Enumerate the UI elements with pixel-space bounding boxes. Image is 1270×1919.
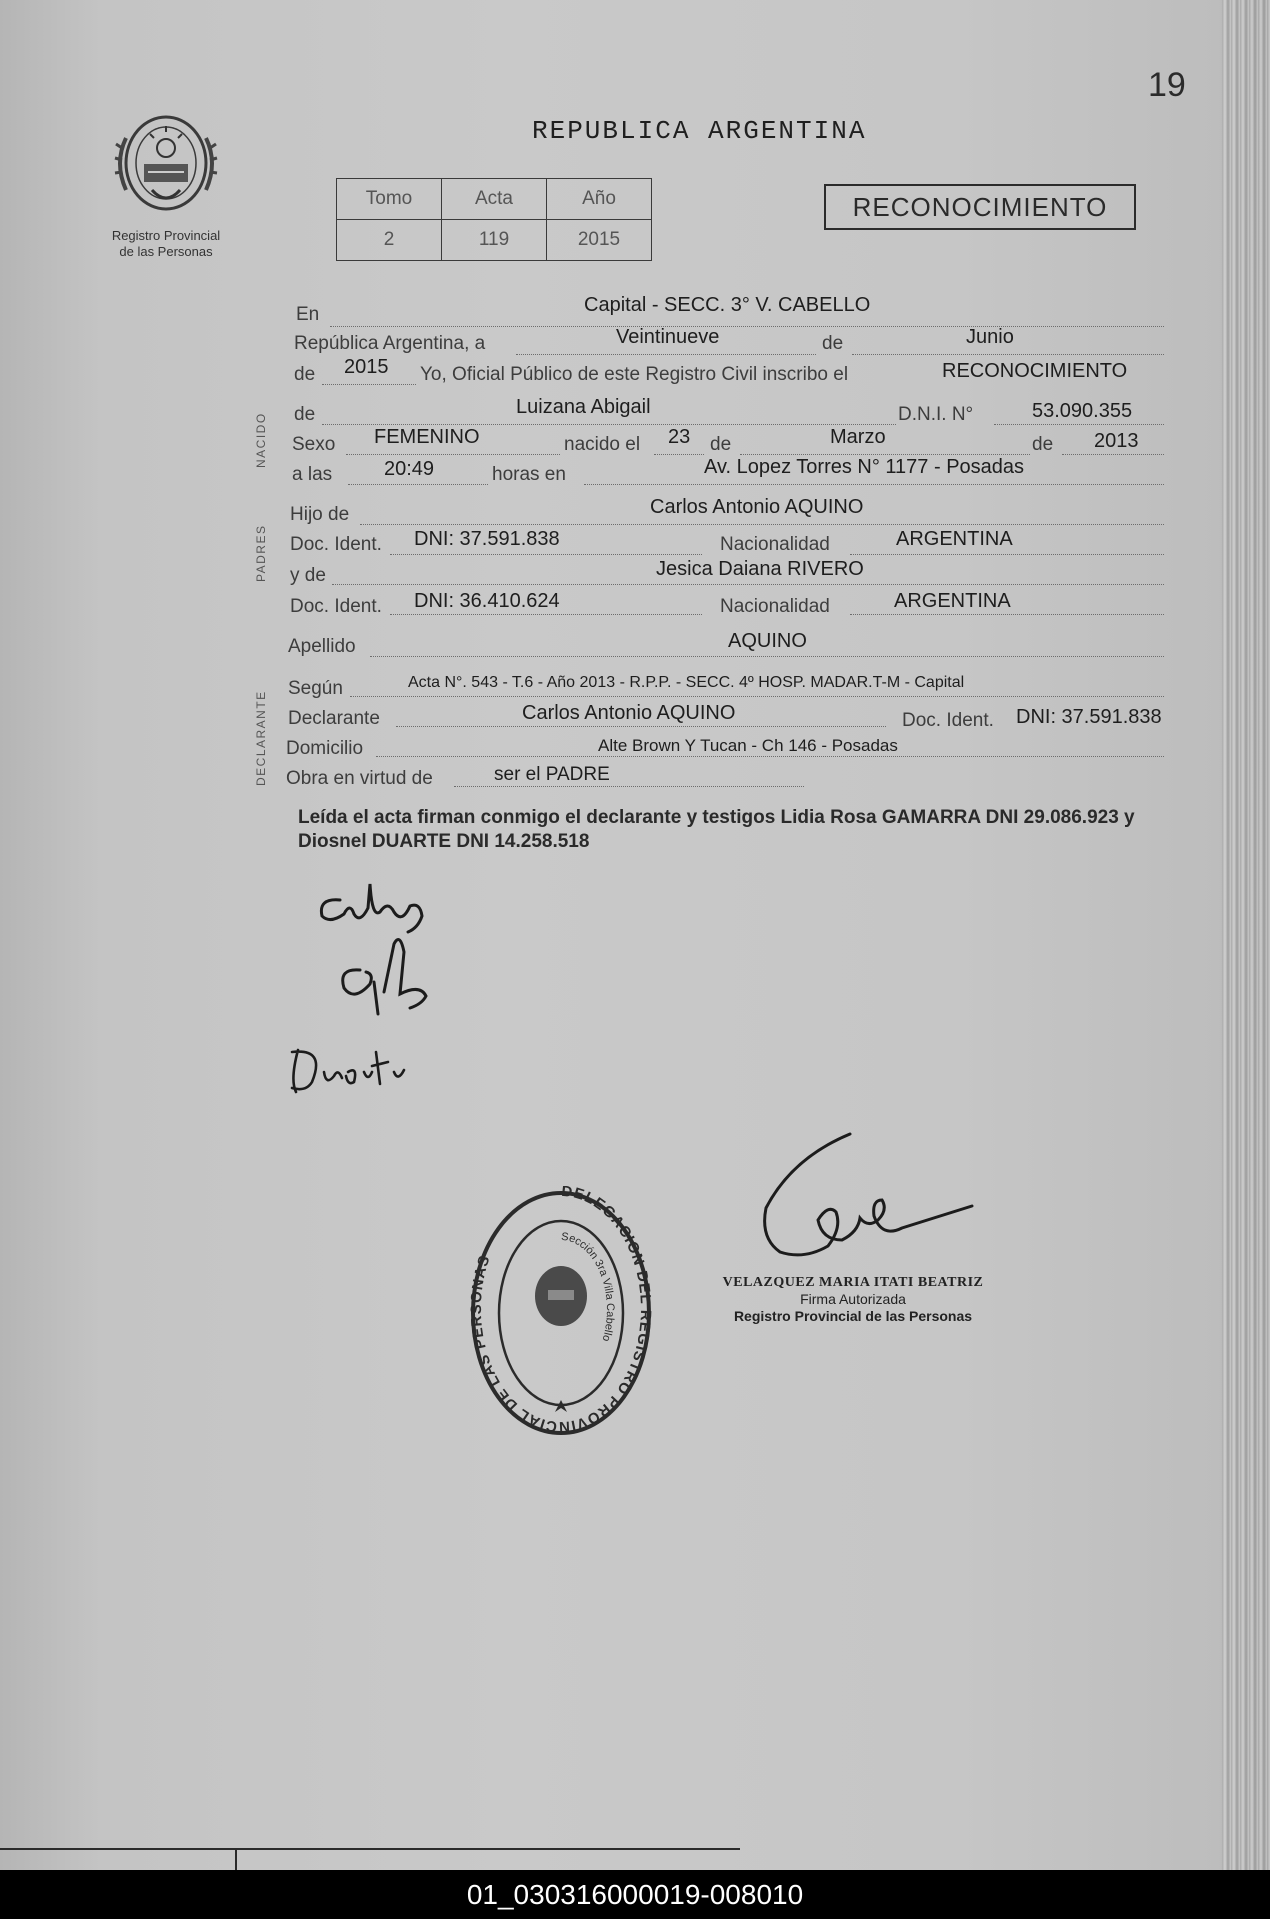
side-label-padres: PADRES bbox=[254, 524, 268, 582]
field-dni: 53.090.355 bbox=[1032, 400, 1133, 422]
label-de-2: de bbox=[294, 364, 316, 385]
field-segun: Acta N°. 543 - T.6 - Año 2013 - R.P.P. - SECC. 4º HOSP. MADAR.T-M - Capital bbox=[408, 674, 965, 691]
label-de-4: de bbox=[710, 434, 732, 455]
field-declarante-doc: DNI: 37.591.838 bbox=[1016, 706, 1162, 728]
field-nac-dia: 23 bbox=[668, 426, 691, 448]
closing-statement: Leída el acta firman conmigo el declarante y testigos Lidia Rosa GAMARRA DNI 29.086.923 y Diosnel DUARTE DNI 14.258.518 bbox=[298, 807, 1135, 852]
field-tipo-acto: RECONOCIMIENTO bbox=[942, 360, 1128, 382]
field-lugar-nacimiento: Av. Lopez Torres N° 1177 - Posadas bbox=[704, 456, 1025, 478]
label-hijo-de: Hijo de bbox=[290, 504, 350, 525]
signature-oficial-icon bbox=[732, 1128, 992, 1268]
book-binding-edge bbox=[1222, 0, 1270, 1870]
field-nac-anio: 2013 bbox=[1094, 430, 1139, 452]
label-declarante: Declarante bbox=[288, 708, 380, 729]
field-domicilio: Alte Brown Y Tucan - Ch 146 - Posadas bbox=[598, 736, 898, 755]
field-madre-doc: DNI: 36.410.624 bbox=[414, 590, 560, 612]
field-nac-mes: Marzo bbox=[830, 426, 886, 448]
label-horas-en: horas en bbox=[492, 464, 566, 485]
authority-role: Firma Autorizada bbox=[800, 1291, 906, 1307]
side-label-nacido: NACIDO bbox=[254, 412, 268, 468]
label-de-3: de bbox=[294, 404, 316, 425]
field-declarante: Carlos Antonio AQUINO bbox=[522, 702, 736, 724]
label-segun: Según bbox=[288, 678, 343, 699]
field-madre: Jesica Daiana RIVERO bbox=[656, 558, 864, 580]
label-domicilio: Domicilio bbox=[286, 738, 364, 759]
registry-value-acta: 119 bbox=[442, 220, 547, 261]
label-doc-ident-1: Doc. Ident. bbox=[290, 534, 382, 555]
label-nacionalidad-2: Nacionalidad bbox=[720, 596, 830, 617]
authority-name: VELAZQUEZ MARIA ITATI BEATRIZ bbox=[722, 1275, 984, 1290]
field-hora: 20:49 bbox=[384, 458, 435, 480]
signature-testigo-gamarra-icon bbox=[330, 922, 460, 1022]
document-title: REPUBLICA ARGENTINA bbox=[532, 116, 867, 146]
logo-caption: Registro Provincial de las Personas bbox=[111, 228, 221, 259]
field-lugar: Capital - SECC. 3° V. CABELLO bbox=[584, 294, 871, 316]
side-label-declarante: DECLARANTE bbox=[254, 690, 268, 786]
label-de-1: de bbox=[822, 333, 844, 354]
field-madre-nacionalidad: ARGENTINA bbox=[894, 590, 1011, 612]
page-number: 19 bbox=[1148, 66, 1186, 104]
svg-text:DELEGACION DEL REGISTRO PROVIN: DELEGACION DEL REGISTRO PROVINCIAL DE LAS PERSONAS bbox=[467, 1186, 655, 1436]
label-nacionalidad-1: Nacionalidad bbox=[720, 534, 830, 555]
label-doc-ident-2: Doc. Ident. bbox=[290, 596, 382, 617]
registry-header-acta: Acta bbox=[442, 179, 547, 220]
registry-header-anio: Año bbox=[547, 179, 652, 220]
field-padre: Carlos Antonio AQUINO bbox=[650, 496, 864, 518]
field-anio: 2015 bbox=[344, 356, 389, 378]
label-de-5: de bbox=[1032, 434, 1054, 455]
field-sexo: FEMENINO bbox=[374, 426, 480, 448]
label-en: En bbox=[296, 304, 320, 325]
svg-text:Sección 3ra Villa Cabello: Sección 3ra Villa Cabello bbox=[560, 1230, 617, 1343]
field-apellido: AQUINO bbox=[728, 630, 807, 652]
footer-code: 01_030316000019-008010 bbox=[0, 1870, 1270, 1919]
authority-block bbox=[718, 1274, 988, 1325]
label-yo: Yo, Oficial Público de este Registro Civil inscribo el bbox=[420, 364, 849, 385]
label-republica: República Argentina, a bbox=[294, 333, 486, 354]
registry-table-header bbox=[337, 179, 652, 220]
label-doc-ident-3: Doc. Ident. bbox=[902, 710, 994, 731]
label-obra: Obra en virtud de bbox=[286, 768, 433, 789]
registry-value-anio: 2015 bbox=[547, 220, 652, 261]
provincial-coat-of-arms-icon bbox=[108, 108, 224, 218]
registry-table bbox=[336, 178, 652, 261]
registry-value-tomo: 2 bbox=[337, 220, 442, 261]
label-y-de: y de bbox=[290, 565, 326, 586]
label-nacido-el: nacido el bbox=[564, 434, 641, 455]
registry-table-values bbox=[337, 220, 652, 261]
official-seal-icon bbox=[466, 1186, 656, 1440]
label-dni-no: D.N.I. N° bbox=[898, 404, 974, 425]
field-obra: ser el PADRE bbox=[494, 764, 610, 785]
document-type-box: RECONOCIMIENTO bbox=[824, 184, 1136, 230]
signature-testigo-duarte-icon bbox=[282, 1032, 422, 1102]
field-padre-nacionalidad: ARGENTINA bbox=[896, 528, 1013, 550]
field-mes: Junio bbox=[966, 326, 1014, 348]
authority-office: Registro Provincial de las Personas bbox=[733, 1308, 973, 1324]
field-nombre: Luizana Abigail bbox=[516, 396, 651, 418]
field-dia: Veintinueve bbox=[616, 326, 720, 348]
label-sexo: Sexo bbox=[292, 434, 336, 455]
label-apellido: Apellido bbox=[288, 636, 356, 657]
label-a-las: a las bbox=[292, 464, 333, 485]
registry-header-tomo: Tomo bbox=[337, 179, 442, 220]
field-padre-doc: DNI: 37.591.838 bbox=[414, 528, 560, 550]
